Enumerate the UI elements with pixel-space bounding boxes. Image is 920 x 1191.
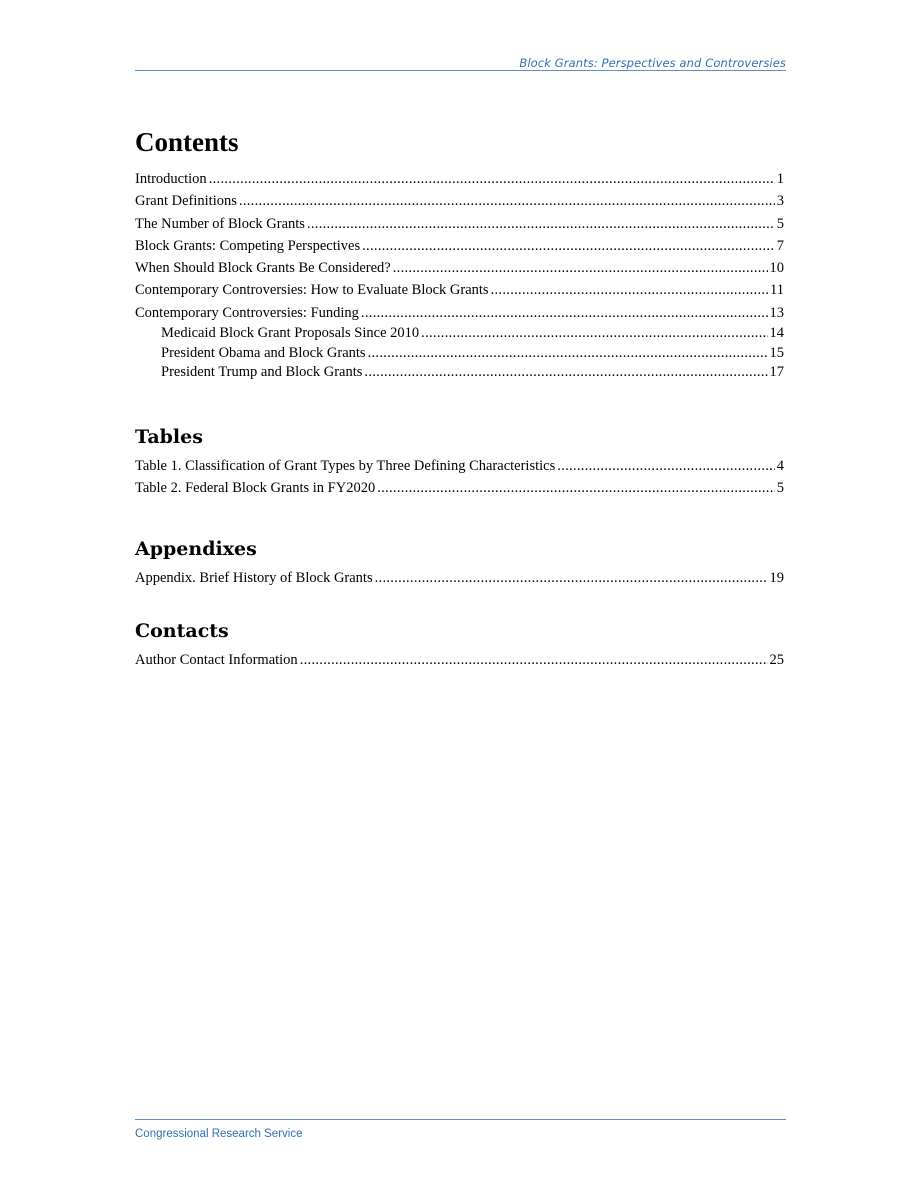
table-of-contents: [135, 124, 784, 672]
toc-entry-title: President Obama and Block Grants: [161, 344, 366, 361]
toc-entry-page: 7: [776, 237, 784, 254]
toc-entry-title: Medicaid Block Grant Proposals Since 2010: [161, 325, 420, 342]
toc-entry-funding[interactable]: [135, 302, 784, 324]
toc-entry-title: Table 1. Classification of Grant Types by Three Defining Characteristics: [135, 457, 556, 474]
toc-entry-page: 11: [770, 282, 784, 299]
toc-entry-page: 5: [776, 479, 784, 496]
contacts-list: [135, 649, 784, 671]
toc-entry-title: President Trump and Block Grants: [161, 364, 363, 381]
toc-entry-title: Block Grants: Competing Perspectives: [135, 237, 361, 254]
toc-entry-how-to-evaluate[interactable]: [135, 279, 784, 301]
toc-entry-title: Appendix. Brief History of Block Grants: [135, 570, 373, 587]
toc-leader-dots: [377, 477, 775, 499]
toc-entry-title: Introduction: [135, 171, 207, 187]
toc-entry-title: Contemporary Controversies: How to Evaluate Block Grants: [135, 282, 489, 299]
toc-leader-dots: [209, 168, 775, 190]
toc-leader-dots: [393, 257, 768, 279]
toc-entry-author-contact[interactable]: [135, 649, 784, 671]
toc-leader-dots: [375, 567, 768, 589]
toc-entry-competing-perspectives[interactable]: [135, 235, 784, 257]
contents-list: [135, 168, 784, 383]
toc-entry-when-considered[interactable]: [135, 257, 784, 279]
toc-entry-title: Grant Definitions: [135, 193, 237, 210]
contacts-heading: Contacts: [135, 620, 229, 643]
toc-entry-appendix[interactable]: [135, 567, 784, 589]
toc-entry-introduction[interactable]: [135, 168, 784, 190]
toc-entry-page: 4: [776, 457, 784, 474]
toc-leader-dots: [491, 279, 768, 301]
toc-entry-president-trump[interactable]: [135, 363, 784, 383]
toc-entry-page: 5: [776, 215, 784, 232]
appendixes-list: [135, 567, 784, 589]
toc-entry-page: 17: [769, 364, 784, 381]
toc-entry-number-of-block-grants[interactable]: [135, 213, 784, 235]
tables-list: [135, 455, 784, 500]
toc-entry-page: 19: [769, 570, 784, 587]
toc-entry-page: 3: [776, 193, 784, 210]
toc-entry-title: Table 2. Federal Block Grants in FY2020: [135, 479, 376, 496]
toc-entry-page: 15: [769, 344, 784, 361]
toc-entry-page: 13: [769, 304, 784, 321]
toc-leader-dots: [362, 235, 775, 257]
toc-entry-title: Author Contact Information: [135, 652, 298, 669]
footer-publisher: Congressional Research Service: [135, 1128, 303, 1140]
toc-leader-dots: [361, 302, 768, 324]
toc-leader-dots: [421, 324, 767, 344]
toc-leader-dots: [300, 649, 768, 671]
toc-entry-page: 14: [769, 325, 784, 342]
toc-entry-title: Contemporary Controversies: Funding: [135, 304, 359, 321]
toc-leader-dots: [557, 455, 775, 477]
toc-entry-table-2[interactable]: [135, 477, 784, 499]
toc-entry-page: 10: [769, 260, 784, 277]
toc-entry-president-obama[interactable]: [135, 344, 784, 364]
toc-entry-title: The Number of Block Grants: [135, 215, 305, 232]
toc-entry-page: 1: [776, 171, 784, 187]
toc-entry-page: 25: [769, 652, 784, 669]
contents-heading: Contents: [135, 127, 239, 157]
running-header: [135, 54, 786, 71]
toc-entry-table-1[interactable]: [135, 455, 784, 477]
toc-leader-dots: [364, 363, 767, 383]
toc-entry-title: When Should Block Grants Be Considered?: [135, 260, 391, 277]
tables-heading: Tables: [135, 425, 203, 448]
running-header-title: Block Grants: Perspectives and Controversies: [519, 56, 786, 70]
toc-leader-dots: [368, 344, 768, 364]
running-footer: [135, 1119, 786, 1142]
toc-leader-dots: [307, 213, 775, 235]
appendixes-heading: Appendixes: [135, 538, 257, 561]
toc-entry-grant-definitions[interactable]: [135, 190, 784, 212]
toc-entry-medicaid-proposals[interactable]: [135, 324, 784, 344]
toc-leader-dots: [239, 190, 775, 212]
